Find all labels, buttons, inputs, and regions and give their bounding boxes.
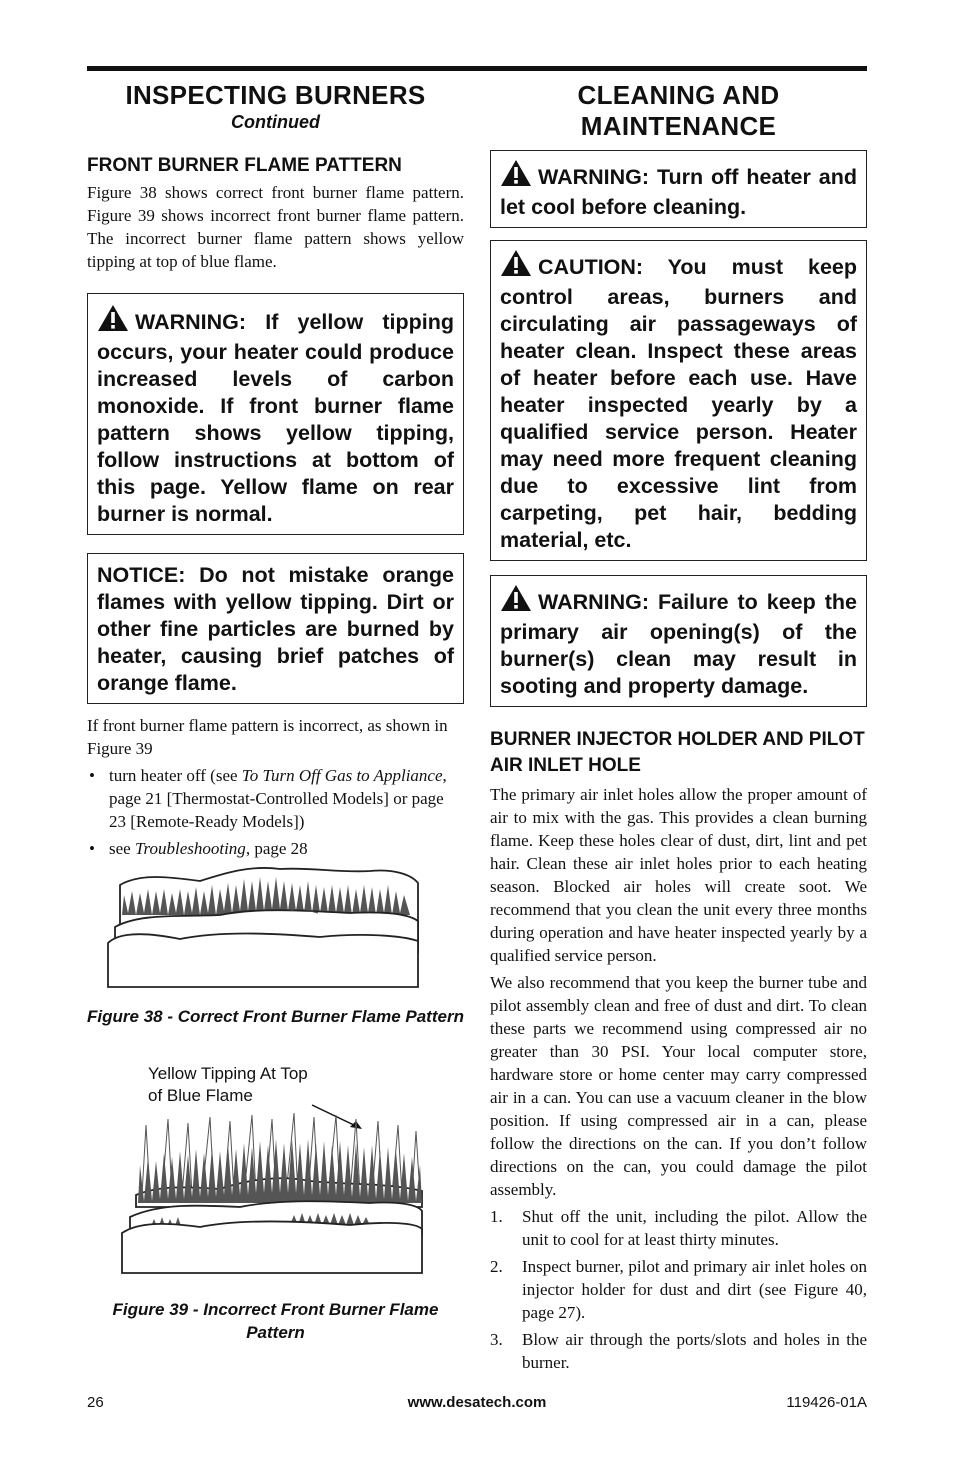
warning-box-air-opening bbox=[490, 575, 867, 707]
warning-triangle-icon bbox=[500, 584, 532, 619]
link-troubleshooting: Troubleshooting bbox=[134, 839, 246, 858]
list-item: 1. Shut off the unit, including the pilot. Allow the unit to cool for at least thirty minutes. bbox=[490, 1207, 867, 1249]
subheading-front-burner: FRONT BURNER FLAME PATTERN bbox=[87, 155, 402, 176]
right-column bbox=[490, 78, 867, 1378]
subheading-burner-injector: BURNER INJECTOR HOLDER AND PILOT AIR INLET HOLE bbox=[490, 729, 865, 776]
link-turn-off-gas: To Turn Off Gas to Appliance bbox=[241, 766, 443, 785]
top-rule bbox=[87, 66, 867, 71]
figure-38-correct-flame bbox=[100, 855, 430, 1000]
list-item: • turn heater off (see To Turn Off Gas to Appliance, page 21 [Thermostat-Controlled Models] or page 23 [Remote-Ready Models]) bbox=[87, 764, 464, 833]
list-item: 3. Blow air through the ports/slots and holes in the burner. bbox=[490, 1330, 867, 1372]
section-heading-inspecting-burners: INSPECTING BURNERS bbox=[125, 80, 426, 110]
warning-triangle-icon bbox=[97, 304, 129, 339]
warning-triangle-icon bbox=[500, 159, 532, 194]
caution-box bbox=[490, 240, 867, 561]
continued-label: Continued bbox=[231, 112, 320, 132]
cleaning-steps bbox=[490, 1205, 867, 1374]
warning-triangle-icon bbox=[500, 249, 532, 284]
figure-38-caption: Figure 38 - Correct Front Burner Flame Pattern bbox=[87, 1007, 464, 1026]
notice-box bbox=[87, 553, 464, 704]
page-number: 26 bbox=[87, 1394, 104, 1411]
warning-box-yellow-tipping bbox=[87, 293, 464, 535]
paragraph-compressed-air: We also recommend that you keep the burner tube and pilot assembly clean and free of dust and dirt. To clean these parts we recommend using compressed air no greater than 30 PSI. Your local computer store, hardware store or home center may carry compressed air in a can. You can use a vacuum cleaner in the blow position. If using compressed air in a can, please follow the directions on the can. If you don’t follow directions on the can, you could damage the pilot assembly. bbox=[490, 973, 867, 1199]
figure-39-caption: Figure 39 - Incorrect Front Burner Flame Pattern bbox=[112, 1300, 439, 1342]
website-link[interactable]: www.desatech.com bbox=[407, 1394, 547, 1411]
document-number: 119426-01A bbox=[786, 1394, 867, 1411]
instruction-list bbox=[87, 764, 464, 860]
list-item: 2. Inspect burner, pilot and primary air inlet holes on injector holder for dust and dirt (see Figure 40, page 27). bbox=[490, 1257, 867, 1322]
warning-box-turn-off bbox=[490, 150, 867, 228]
caution-text: CAUTION: You must keep control areas, burners and circulating air passageways of heater clean. Inspect these areas of heater before each use. Have heater inspected yearly by a qualified service person. Heater may need more frequent cleaning due to excessive lint from carpeting, pet hair, bedding material, etc. bbox=[500, 255, 857, 552]
figure-39-callout-label: Yellow Tipping At Top of Blue Flame bbox=[148, 1064, 308, 1105]
list-item: • see Troubleshooting, page 28 bbox=[87, 837, 464, 860]
warning-text: WARNING: If yellow tipping occurs, your heater could produce increased levels of carbon monoxide. If front burner flame pattern shows yellow tipping, follow instructions at bottom of this page. Yellow flame on rear burner is normal. bbox=[97, 310, 454, 526]
paragraph-air-inlet: The primary air inlet holes allow the proper amount of air to mix with the gas. This provides a clean burning flame. Keep these holes clear of dust, dirt, lint and pet hair. Clean these air inlet holes prior to each heating season. Blocked air holes will create soot. We recommend that you clean the unit every three months during operation and have heater inspected yearly by a qualified service person. bbox=[490, 785, 867, 965]
intro-paragraph: Figure 38 shows correct front burner flame pattern. Figure 39 shows incorrect front burner flame pattern. The incorrect burner flame pattern shows yellow tipping at top of blue flame. bbox=[87, 183, 464, 271]
notice-text: NOTICE: Do not mistake orange flames with yellow tipping. Dirt or other fine particles are burned by heater, causing brief patches of orange flame. bbox=[97, 563, 454, 695]
incorrect-pattern-intro: If front burner flame pattern is incorrect, as shown in Figure 39 bbox=[87, 716, 448, 758]
left-column bbox=[87, 78, 464, 864]
section-heading-cleaning: CLEANING AND MAINTENANCE bbox=[577, 80, 780, 141]
warning-air-opening-text: WARNING: Failure to keep the primary air opening(s) of the burner(s) clean may result in sooting and property damage. bbox=[500, 590, 857, 698]
figure-39-incorrect-flame bbox=[100, 1095, 440, 1280]
warning-turn-off-text: WARNING: Turn off heater and let cool before cleaning. bbox=[500, 165, 857, 219]
